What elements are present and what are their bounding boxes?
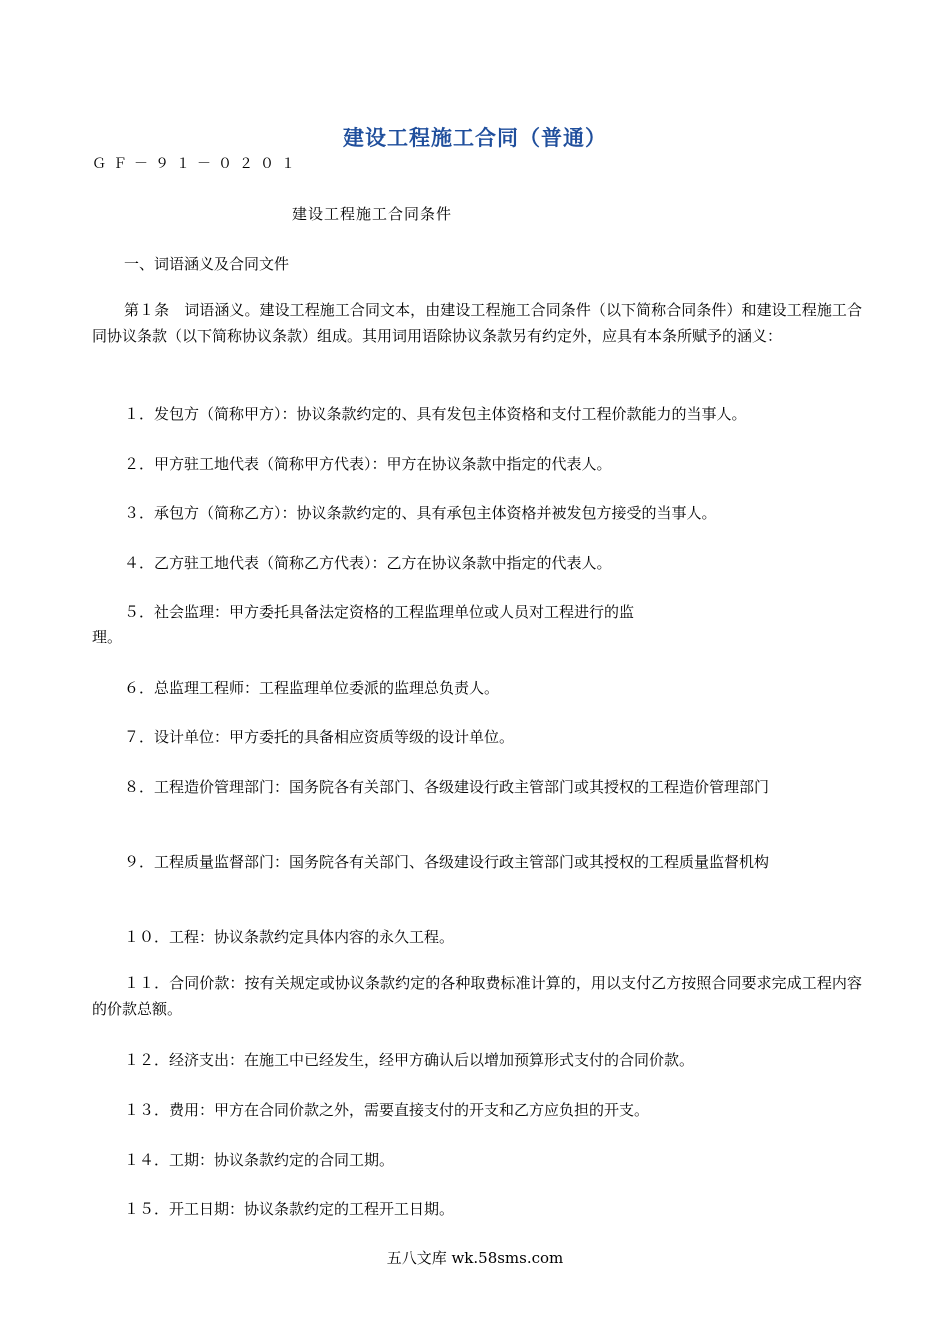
footer-watermark: 五八文库 wk.58sms.com — [386, 1249, 564, 1267]
definition-item-12: １２．经济支出：在施工中已经发生，经甲方确认后以增加预算形式支付的合同价款。 — [124, 1051, 695, 1069]
definition-item-1: １．发包方（简称甲方）：协议条款约定的、具有发包主体资格和支付工程价款能力的当事人。 — [124, 405, 747, 423]
document-title: 建设工程施工合同（普通） — [343, 125, 607, 150]
definition-item-10: １０．工程：协议条款约定具体内容的永久工程。 — [124, 928, 455, 946]
section-heading: 一、词语涵义及合同文件 — [124, 255, 290, 273]
definition-item-4: ４．乙方驻工地代表（简称乙方代表）：乙方在协议条款中指定的代表人。 — [124, 554, 612, 572]
definition-item-15: １５．开工日期：协议条款约定的工程开工日期。 — [124, 1200, 455, 1218]
document-subtitle: 建设工程施工合同条件 — [292, 205, 453, 223]
definition-item-6: ６．总监理工程师：工程监理单位委派的监理总负责人。 — [124, 679, 500, 697]
definition-item-11: １１．合同价款：按有关规定或协议条款约定的各种取费标准计算的，用以支付乙方按照合同要求完成工程内容的价款总额。 — [92, 974, 862, 1018]
definition-item-9: ９．工程质量监督部门：国务院各有关部门、各级建设行政主管部门或其授权的工程质量监督机构 — [124, 853, 770, 871]
definition-item-5: ５．社会监理：甲方委托具备法定资格的工程监理单位或人员对工程进行的监 — [124, 603, 635, 621]
definition-item-8: ８．工程造价管理部门：国务院各有关部门、各级建设行政主管部门或其授权的工程造价管理部门 — [124, 778, 770, 796]
definition-item-3: ３．承包方（简称乙方）：协议条款约定的、具有承包主体资格并被发包方接受的当事人。 — [124, 504, 717, 522]
document-code: ＧＦ－９１－０２０１ — [92, 156, 302, 172]
article-1-paragraph: 第１条 词语涵义。建设工程施工合同文本，由建设工程施工合同条件（以下简称合同条件）和建设工程施工合同协议条款（以下简称协议条款）组成。其用词用语除协议条款另有约定外，应具有本条所赋予的涵义： — [92, 301, 862, 345]
definition-item-14: １４．工期：协议条款约定的合同工期。 — [124, 1151, 395, 1169]
definition-item-7: ７．设计单位：甲方委托的具备相应资质等级的设计单位。 — [124, 728, 515, 746]
definition-item-2: ２．甲方驻工地代表（简称甲方代表）：甲方在协议条款中指定的代表人。 — [124, 455, 612, 473]
definition-item-13: １３．费用：甲方在合同价款之外，需要直接支付的开支和乙方应负担的开支。 — [124, 1101, 650, 1119]
definition-item-5-continued: 理。 — [92, 628, 123, 646]
